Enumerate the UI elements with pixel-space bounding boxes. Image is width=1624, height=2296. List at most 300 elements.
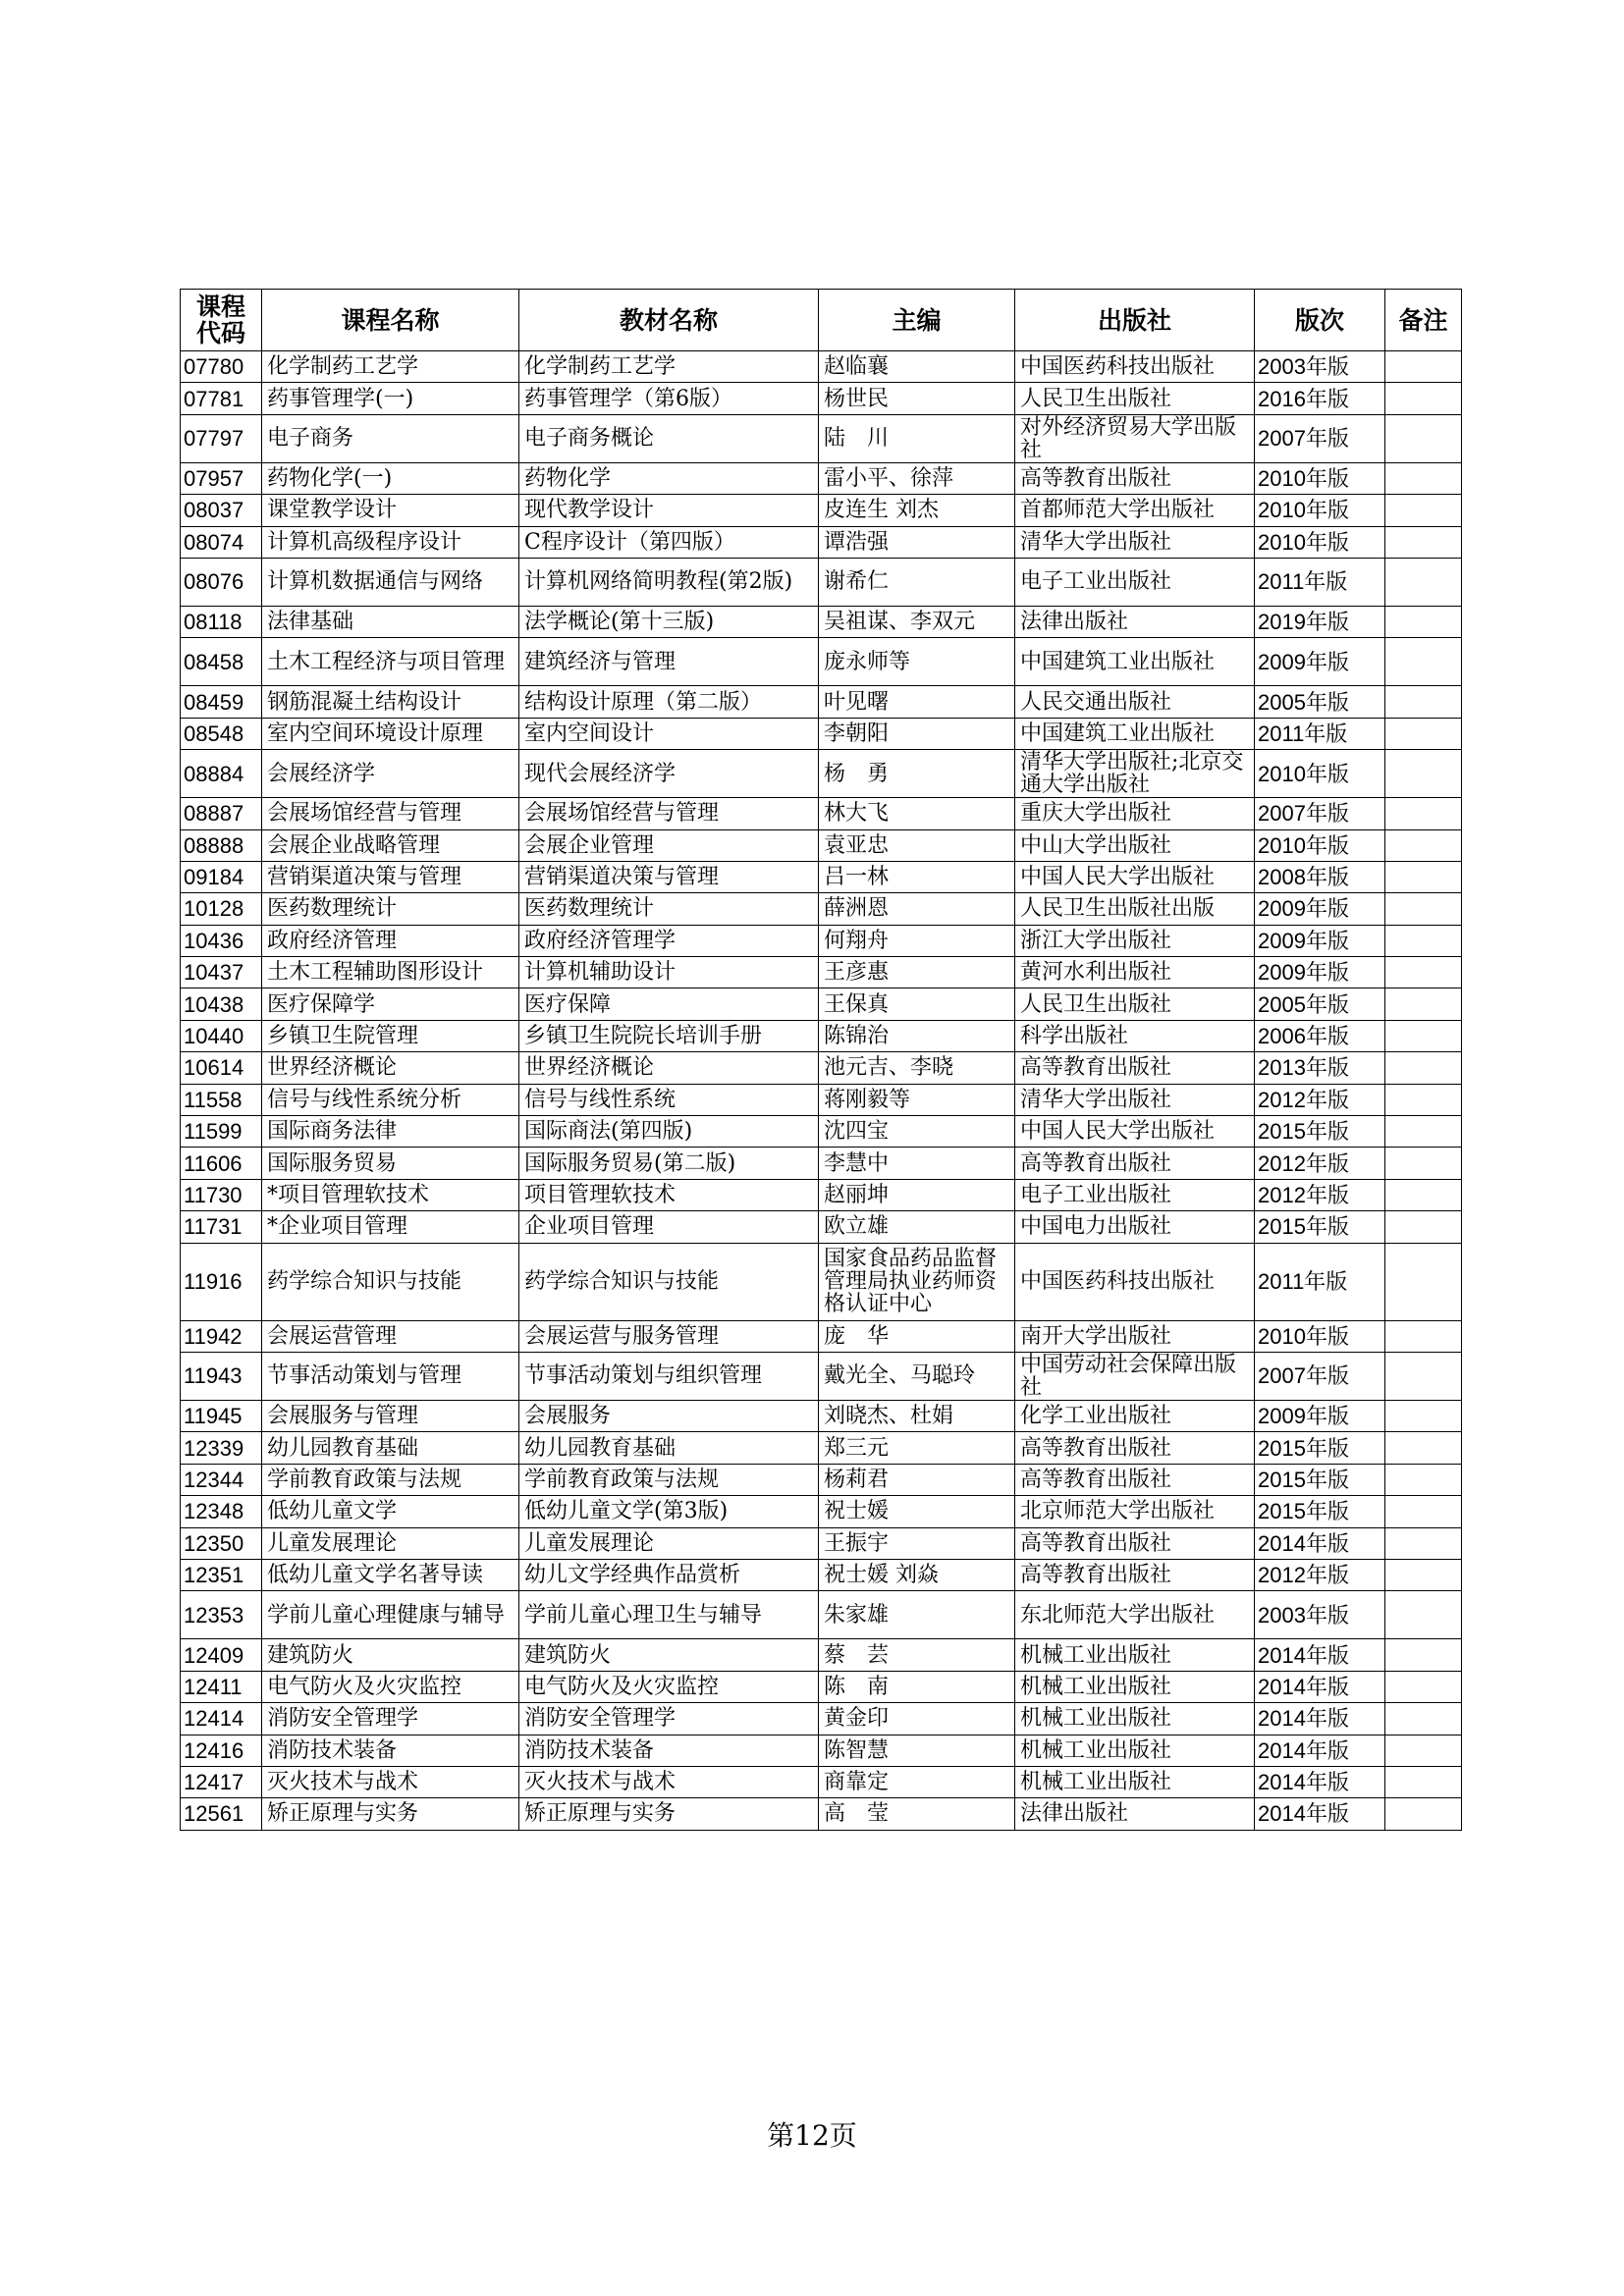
cell-course-code: 07780 — [181, 351, 262, 383]
cell-editor: 蒋刚毅等 — [819, 1084, 1015, 1115]
cell-edition: 2005年版 — [1255, 988, 1385, 1020]
cell-textbook-name: 法学概论(第十三版) — [519, 606, 819, 637]
cell-edition: 2019年版 — [1255, 606, 1385, 637]
cell-editor: 庞 华 — [819, 1320, 1015, 1352]
cell-edition: 2011年版 — [1255, 1243, 1385, 1320]
cell-publisher: 电子工业出版社 — [1015, 1179, 1255, 1210]
cell-publisher: 南开大学出版社 — [1015, 1320, 1255, 1352]
cell-course-name: 电气防火及火灾监控 — [262, 1671, 519, 1702]
cell-course-name: 节事活动策划与管理 — [262, 1352, 519, 1400]
cell-publisher: 高等教育出版社 — [1015, 1527, 1255, 1559]
cell-publisher: 机械工业出版社 — [1015, 1703, 1255, 1735]
cell-edition: 2014年版 — [1255, 1766, 1385, 1797]
cell-course-name: 土木工程辅助图形设计 — [262, 957, 519, 988]
cell-edition: 2010年版 — [1255, 829, 1385, 861]
cell-course-code: 12417 — [181, 1766, 262, 1797]
cell-remark — [1385, 1020, 1462, 1051]
cell-course-name: 建筑防火 — [262, 1639, 519, 1671]
table-row — [181, 1400, 1462, 1431]
cell-edition: 2015年版 — [1255, 1464, 1385, 1495]
cell-course-name: 医药数理统计 — [262, 893, 519, 925]
cell-remark — [1385, 638, 1462, 686]
cell-editor: 黄金印 — [819, 1703, 1015, 1735]
cell-course-code: 07957 — [181, 462, 262, 494]
cell-publisher: 人民卫生出版社 — [1015, 383, 1255, 414]
cell-course-code: 11558 — [181, 1084, 262, 1115]
cell-remark — [1385, 829, 1462, 861]
cell-publisher: 北京师范大学出版社 — [1015, 1496, 1255, 1527]
table-row — [181, 1352, 1462, 1400]
cell-edition: 2009年版 — [1255, 893, 1385, 925]
cell-publisher: 东北师范大学出版社 — [1015, 1591, 1255, 1639]
table-row — [181, 686, 1462, 718]
cell-textbook-name: 建筑经济与管理 — [519, 638, 819, 686]
cell-course-code: 10437 — [181, 957, 262, 988]
cell-remark — [1385, 606, 1462, 637]
cell-course-name: 医疗保障学 — [262, 988, 519, 1020]
cell-course-name: 政府经济管理 — [262, 925, 519, 956]
cell-edition: 2014年版 — [1255, 1671, 1385, 1702]
cell-edition: 2015年版 — [1255, 1116, 1385, 1148]
cell-course-name: 药学综合知识与技能 — [262, 1243, 519, 1320]
table-body — [181, 351, 1462, 1831]
cell-editor: 吴祖谋、李双元 — [819, 606, 1015, 637]
cell-publisher: 高等教育出版社 — [1015, 1464, 1255, 1495]
cell-edition: 2008年版 — [1255, 861, 1385, 892]
cell-edition: 2010年版 — [1255, 750, 1385, 798]
cell-remark — [1385, 1179, 1462, 1210]
table-row — [181, 1766, 1462, 1797]
cell-textbook-name: C程序设计（第四版） — [519, 526, 819, 558]
cell-publisher: 中山大学出版社 — [1015, 829, 1255, 861]
table-row — [181, 638, 1462, 686]
cell-editor: 李慧中 — [819, 1148, 1015, 1179]
cell-publisher: 对外经济贸易大学出版社 — [1015, 414, 1255, 462]
cell-editor: 叶见曙 — [819, 686, 1015, 718]
cell-remark — [1385, 1766, 1462, 1797]
cell-publisher: 法律出版社 — [1015, 1798, 1255, 1830]
cell-course-code: 12414 — [181, 1703, 262, 1735]
cell-editor: 池元吉、李晓 — [819, 1052, 1015, 1084]
cell-edition: 2014年版 — [1255, 1639, 1385, 1671]
table-row — [181, 1148, 1462, 1179]
cell-course-code: 12561 — [181, 1798, 262, 1830]
table-row — [181, 925, 1462, 956]
cell-course-code: 10436 — [181, 925, 262, 956]
cell-textbook-name: 国际商法(第四版) — [519, 1116, 819, 1148]
cell-course-code: 12348 — [181, 1496, 262, 1527]
cell-course-code: 11945 — [181, 1400, 262, 1431]
cell-edition: 2016年版 — [1255, 383, 1385, 414]
cell-course-name: 消防技术装备 — [262, 1735, 519, 1766]
cell-editor: 商靠定 — [819, 1766, 1015, 1797]
cell-course-code: 08458 — [181, 638, 262, 686]
cell-course-code: 12353 — [181, 1591, 262, 1639]
table-row — [181, 1052, 1462, 1084]
cell-course-code: 08118 — [181, 606, 262, 637]
cell-editor: 赵临襄 — [819, 351, 1015, 383]
cell-course-name: 营销渠道决策与管理 — [262, 861, 519, 892]
cell-editor: 陆 川 — [819, 414, 1015, 462]
cell-textbook-name: 药事管理学（第6版） — [519, 383, 819, 414]
cell-editor: 谢希仁 — [819, 558, 1015, 606]
cell-editor: 杨莉君 — [819, 1464, 1015, 1495]
cell-editor: 庞永师等 — [819, 638, 1015, 686]
cell-textbook-name: 电子商务概论 — [519, 414, 819, 462]
cell-course-code: 10128 — [181, 893, 262, 925]
table-row — [181, 351, 1462, 383]
cell-textbook-name: 学前教育政策与法规 — [519, 1464, 819, 1495]
cell-publisher: 电子工业出版社 — [1015, 558, 1255, 606]
cell-editor: 蔡 芸 — [819, 1639, 1015, 1671]
cell-course-name: 低幼儿童文学名著导读 — [262, 1559, 519, 1590]
cell-course-name: 化学制药工艺学 — [262, 351, 519, 383]
cell-remark — [1385, 750, 1462, 798]
cell-edition: 2014年版 — [1255, 1703, 1385, 1735]
cell-textbook-name: 会展企业管理 — [519, 829, 819, 861]
table-row — [181, 1464, 1462, 1495]
cell-editor: 薛洲恩 — [819, 893, 1015, 925]
cell-remark — [1385, 1052, 1462, 1084]
cell-edition: 2013年版 — [1255, 1052, 1385, 1084]
cell-textbook-name: 低幼儿童文学(第3版) — [519, 1496, 819, 1527]
table-row — [181, 1432, 1462, 1464]
cell-edition: 2010年版 — [1255, 1320, 1385, 1352]
cell-edition: 2005年版 — [1255, 686, 1385, 718]
cell-course-code: 12411 — [181, 1671, 262, 1702]
cell-course-code: 08074 — [181, 526, 262, 558]
cell-editor: 高 莹 — [819, 1798, 1015, 1830]
cell-textbook-name: 节事活动策划与组织管理 — [519, 1352, 819, 1400]
header-editor: 主编 — [819, 290, 1015, 351]
cell-course-name: 药事管理学(一) — [262, 383, 519, 414]
cell-course-name: *企业项目管理 — [262, 1211, 519, 1243]
cell-course-name: 幼儿园教育基础 — [262, 1432, 519, 1464]
cell-editor: 杨 勇 — [819, 750, 1015, 798]
cell-remark — [1385, 1243, 1462, 1320]
cell-course-name: 世界经济概论 — [262, 1052, 519, 1084]
cell-course-name: 国际商务法律 — [262, 1116, 519, 1148]
table-row — [181, 414, 1462, 462]
cell-remark — [1385, 558, 1462, 606]
cell-editor: 雷小平、徐萍 — [819, 462, 1015, 494]
cell-remark — [1385, 526, 1462, 558]
cell-textbook-name: 化学制药工艺学 — [519, 351, 819, 383]
cell-edition: 2012年版 — [1255, 1559, 1385, 1590]
cell-publisher: 中国电力出版社 — [1015, 1211, 1255, 1243]
table-row — [181, 988, 1462, 1020]
cell-remark — [1385, 861, 1462, 892]
cell-remark — [1385, 1671, 1462, 1702]
table-row — [181, 1559, 1462, 1590]
cell-edition: 2011年版 — [1255, 718, 1385, 749]
cell-publisher: 科学出版社 — [1015, 1020, 1255, 1051]
cell-course-code: 11942 — [181, 1320, 262, 1352]
cell-course-name: 国际服务贸易 — [262, 1148, 519, 1179]
cell-remark — [1385, 1527, 1462, 1559]
cell-edition: 2015年版 — [1255, 1432, 1385, 1464]
table-row — [181, 893, 1462, 925]
cell-textbook-name: 建筑防火 — [519, 1639, 819, 1671]
cell-editor: 朱家雄 — [819, 1591, 1015, 1639]
header-edition: 版次 — [1255, 290, 1385, 351]
cell-course-code: 10614 — [181, 1052, 262, 1084]
cell-course-code: 07781 — [181, 383, 262, 414]
cell-textbook-name: 会展场馆经营与管理 — [519, 798, 819, 829]
cell-publisher: 法律出版社 — [1015, 606, 1255, 637]
cell-editor: 戴光全、马聪玲 — [819, 1352, 1015, 1400]
cell-textbook-name: 现代教学设计 — [519, 495, 819, 526]
cell-remark — [1385, 1639, 1462, 1671]
cell-textbook-name: 政府经济管理学 — [519, 925, 819, 956]
cell-edition: 2012年版 — [1255, 1179, 1385, 1210]
header-row — [181, 290, 1462, 351]
cell-course-name: 消防安全管理学 — [262, 1703, 519, 1735]
cell-publisher: 高等教育出版社 — [1015, 1148, 1255, 1179]
cell-remark — [1385, 1735, 1462, 1766]
cell-edition: 2014年版 — [1255, 1735, 1385, 1766]
cell-textbook-name: 乡镇卫生院院长培训手册 — [519, 1020, 819, 1051]
cell-textbook-name: 结构设计原理（第二版） — [519, 686, 819, 718]
table-row — [181, 1798, 1462, 1830]
cell-publisher: 黄河水利出版社 — [1015, 957, 1255, 988]
cell-editor: 陈 南 — [819, 1671, 1015, 1702]
cell-course-code: 11943 — [181, 1352, 262, 1400]
cell-course-name: 会展服务与管理 — [262, 1400, 519, 1431]
cell-course-name: 会展场馆经营与管理 — [262, 798, 519, 829]
cell-publisher: 高等教育出版社 — [1015, 1559, 1255, 1590]
cell-publisher: 中国建筑工业出版社 — [1015, 718, 1255, 749]
cell-textbook-name: 幼儿园教育基础 — [519, 1432, 819, 1464]
cell-publisher: 机械工业出版社 — [1015, 1671, 1255, 1702]
cell-course-name: 课堂教学设计 — [262, 495, 519, 526]
cell-editor: 李朝阳 — [819, 718, 1015, 749]
cell-editor: 郑三元 — [819, 1432, 1015, 1464]
cell-textbook-name: 幼儿文学经典作品赏析 — [519, 1559, 819, 1590]
cell-course-code: 08037 — [181, 495, 262, 526]
cell-course-code: 11606 — [181, 1148, 262, 1179]
cell-remark — [1385, 1703, 1462, 1735]
cell-course-code: 11731 — [181, 1211, 262, 1243]
cell-publisher: 中国劳动社会保障出版社 — [1015, 1352, 1255, 1400]
cell-editor: 赵丽坤 — [819, 1179, 1015, 1210]
cell-course-name: 电子商务 — [262, 414, 519, 462]
table-row — [181, 1116, 1462, 1148]
cell-editor: 谭浩强 — [819, 526, 1015, 558]
cell-textbook-name: 电气防火及火灾监控 — [519, 1671, 819, 1702]
cell-edition: 2003年版 — [1255, 351, 1385, 383]
cell-remark — [1385, 495, 1462, 526]
cell-course-name: 计算机数据通信与网络 — [262, 558, 519, 606]
table-row — [181, 1671, 1462, 1702]
cell-publisher: 中国人民大学出版社 — [1015, 861, 1255, 892]
cell-publisher: 中国建筑工业出版社 — [1015, 638, 1255, 686]
cell-remark — [1385, 414, 1462, 462]
cell-publisher: 中国医药科技出版社 — [1015, 351, 1255, 383]
cell-course-code: 08459 — [181, 686, 262, 718]
cell-textbook-name: 医疗保障 — [519, 988, 819, 1020]
cell-course-name: 学前教育政策与法规 — [262, 1464, 519, 1495]
cell-edition: 2009年版 — [1255, 957, 1385, 988]
cell-course-code: 08887 — [181, 798, 262, 829]
cell-textbook-name: 会展运营与服务管理 — [519, 1320, 819, 1352]
cell-publisher: 化学工业出版社 — [1015, 1400, 1255, 1431]
cell-course-name: 钢筋混凝土结构设计 — [262, 686, 519, 718]
cell-remark — [1385, 1084, 1462, 1115]
cell-course-code: 07797 — [181, 414, 262, 462]
table-row — [181, 1591, 1462, 1639]
cell-course-name: 会展经济学 — [262, 750, 519, 798]
table-row — [181, 383, 1462, 414]
cell-editor: 沈四宝 — [819, 1116, 1015, 1148]
cell-publisher: 高等教育出版社 — [1015, 1432, 1255, 1464]
cell-textbook-name: 信号与线性系统 — [519, 1084, 819, 1115]
cell-course-code: 08548 — [181, 718, 262, 749]
cell-course-code: 09184 — [181, 861, 262, 892]
cell-editor: 王彦惠 — [819, 957, 1015, 988]
table-row — [181, 1639, 1462, 1671]
cell-textbook-name: 营销渠道决策与管理 — [519, 861, 819, 892]
cell-publisher: 机械工业出版社 — [1015, 1735, 1255, 1766]
cell-publisher: 浙江大学出版社 — [1015, 925, 1255, 956]
cell-remark — [1385, 1320, 1462, 1352]
cell-edition: 2007年版 — [1255, 798, 1385, 829]
cell-remark — [1385, 718, 1462, 749]
cell-edition: 2003年版 — [1255, 1591, 1385, 1639]
cell-course-code: 10440 — [181, 1020, 262, 1051]
cell-textbook-name: 计算机辅助设计 — [519, 957, 819, 988]
cell-edition: 2009年版 — [1255, 638, 1385, 686]
table-row — [181, 462, 1462, 494]
header-course-code: 课程 代码 — [181, 290, 262, 351]
cell-editor: 王保真 — [819, 988, 1015, 1020]
cell-editor: 刘晓杰、杜娟 — [819, 1400, 1015, 1431]
cell-publisher: 中国人民大学出版社 — [1015, 1116, 1255, 1148]
cell-edition: 2006年版 — [1255, 1020, 1385, 1051]
cell-course-code: 12344 — [181, 1464, 262, 1495]
cell-editor: 林大飞 — [819, 798, 1015, 829]
cell-course-name: 会展企业战略管理 — [262, 829, 519, 861]
cell-course-name: 信号与线性系统分析 — [262, 1084, 519, 1115]
cell-editor: 袁亚忠 — [819, 829, 1015, 861]
cell-remark — [1385, 1352, 1462, 1400]
cell-remark — [1385, 925, 1462, 956]
header-course-name: 课程名称 — [262, 290, 519, 351]
table-row — [181, 718, 1462, 749]
cell-editor: 国家食品药品监督管理局执业药师资格认证中心 — [819, 1243, 1015, 1320]
cell-edition: 2015年版 — [1255, 1211, 1385, 1243]
cell-course-code: 08076 — [181, 558, 262, 606]
cell-publisher: 人民卫生出版社 — [1015, 988, 1255, 1020]
cell-edition: 2009年版 — [1255, 1400, 1385, 1431]
cell-course-name: 土木工程经济与项目管理 — [262, 638, 519, 686]
header-remark: 备注 — [1385, 290, 1462, 351]
cell-edition: 2010年版 — [1255, 462, 1385, 494]
cell-edition: 2009年版 — [1255, 925, 1385, 956]
cell-course-code: 12416 — [181, 1735, 262, 1766]
cell-course-code: 11730 — [181, 1179, 262, 1210]
table-row — [181, 1735, 1462, 1766]
cell-course-code: 11599 — [181, 1116, 262, 1148]
cell-editor: 王振宇 — [819, 1527, 1015, 1559]
table-row — [181, 1496, 1462, 1527]
cell-remark — [1385, 1559, 1462, 1590]
cell-editor: 何翔舟 — [819, 925, 1015, 956]
table-row — [181, 957, 1462, 988]
table-row — [181, 861, 1462, 892]
cell-course-name: 矫正原理与实务 — [262, 1798, 519, 1830]
cell-course-code: 12350 — [181, 1527, 262, 1559]
cell-textbook-name: 学前儿童心理卫生与辅导 — [519, 1591, 819, 1639]
cell-publisher: 清华大学出版社 — [1015, 526, 1255, 558]
cell-course-code: 11916 — [181, 1243, 262, 1320]
cell-course-name: 学前儿童心理健康与辅导 — [262, 1591, 519, 1639]
table-row — [181, 606, 1462, 637]
cell-remark — [1385, 893, 1462, 925]
table-row — [181, 495, 1462, 526]
cell-edition: 2014年版 — [1255, 1527, 1385, 1559]
cell-edition: 2012年版 — [1255, 1084, 1385, 1115]
cell-textbook-name: 消防技术装备 — [519, 1735, 819, 1766]
cell-textbook-name: 会展服务 — [519, 1400, 819, 1431]
cell-remark — [1385, 1148, 1462, 1179]
cell-edition: 2015年版 — [1255, 1496, 1385, 1527]
cell-course-code: 08888 — [181, 829, 262, 861]
cell-publisher: 机械工业出版社 — [1015, 1639, 1255, 1671]
cell-edition: 2007年版 — [1255, 1352, 1385, 1400]
cell-course-code: 08884 — [181, 750, 262, 798]
cell-course-name: 药物化学(一) — [262, 462, 519, 494]
table-row — [181, 1020, 1462, 1051]
cell-edition: 2012年版 — [1255, 1148, 1385, 1179]
cell-edition: 2007年版 — [1255, 414, 1385, 462]
cell-publisher: 人民卫生出版社出版 — [1015, 893, 1255, 925]
cell-textbook-name: 企业项目管理 — [519, 1211, 819, 1243]
cell-publisher: 高等教育出版社 — [1015, 1052, 1255, 1084]
cell-course-code: 12339 — [181, 1432, 262, 1464]
cell-remark — [1385, 1400, 1462, 1431]
cell-course-code: 10438 — [181, 988, 262, 1020]
cell-remark — [1385, 1211, 1462, 1243]
cell-editor: 吕一林 — [819, 861, 1015, 892]
cell-remark — [1385, 1591, 1462, 1639]
table-row — [181, 1703, 1462, 1735]
cell-remark — [1385, 1798, 1462, 1830]
table-row — [181, 526, 1462, 558]
cell-remark — [1385, 1116, 1462, 1148]
table-row — [181, 1179, 1462, 1210]
cell-course-code: 12409 — [181, 1639, 262, 1671]
cell-publisher: 重庆大学出版社 — [1015, 798, 1255, 829]
cell-editor: 陈锦治 — [819, 1020, 1015, 1051]
cell-textbook-name: 消防安全管理学 — [519, 1703, 819, 1735]
cell-remark — [1385, 686, 1462, 718]
cell-textbook-name: 室内空间设计 — [519, 718, 819, 749]
cell-course-name: 乡镇卫生院管理 — [262, 1020, 519, 1051]
cell-course-name: 会展运营管理 — [262, 1320, 519, 1352]
cell-remark — [1385, 988, 1462, 1020]
cell-course-code: 12351 — [181, 1559, 262, 1590]
cell-editor: 皮连生 刘杰 — [819, 495, 1015, 526]
page-number: 第12页 — [767, 2119, 857, 2152]
header-publisher: 出版社 — [1015, 290, 1255, 351]
table-row — [181, 1243, 1462, 1320]
cell-editor: 杨世民 — [819, 383, 1015, 414]
cell-publisher: 清华大学出版社 — [1015, 1084, 1255, 1115]
cell-course-name: 儿童发展理论 — [262, 1527, 519, 1559]
table-row — [181, 558, 1462, 606]
cell-remark — [1385, 383, 1462, 414]
